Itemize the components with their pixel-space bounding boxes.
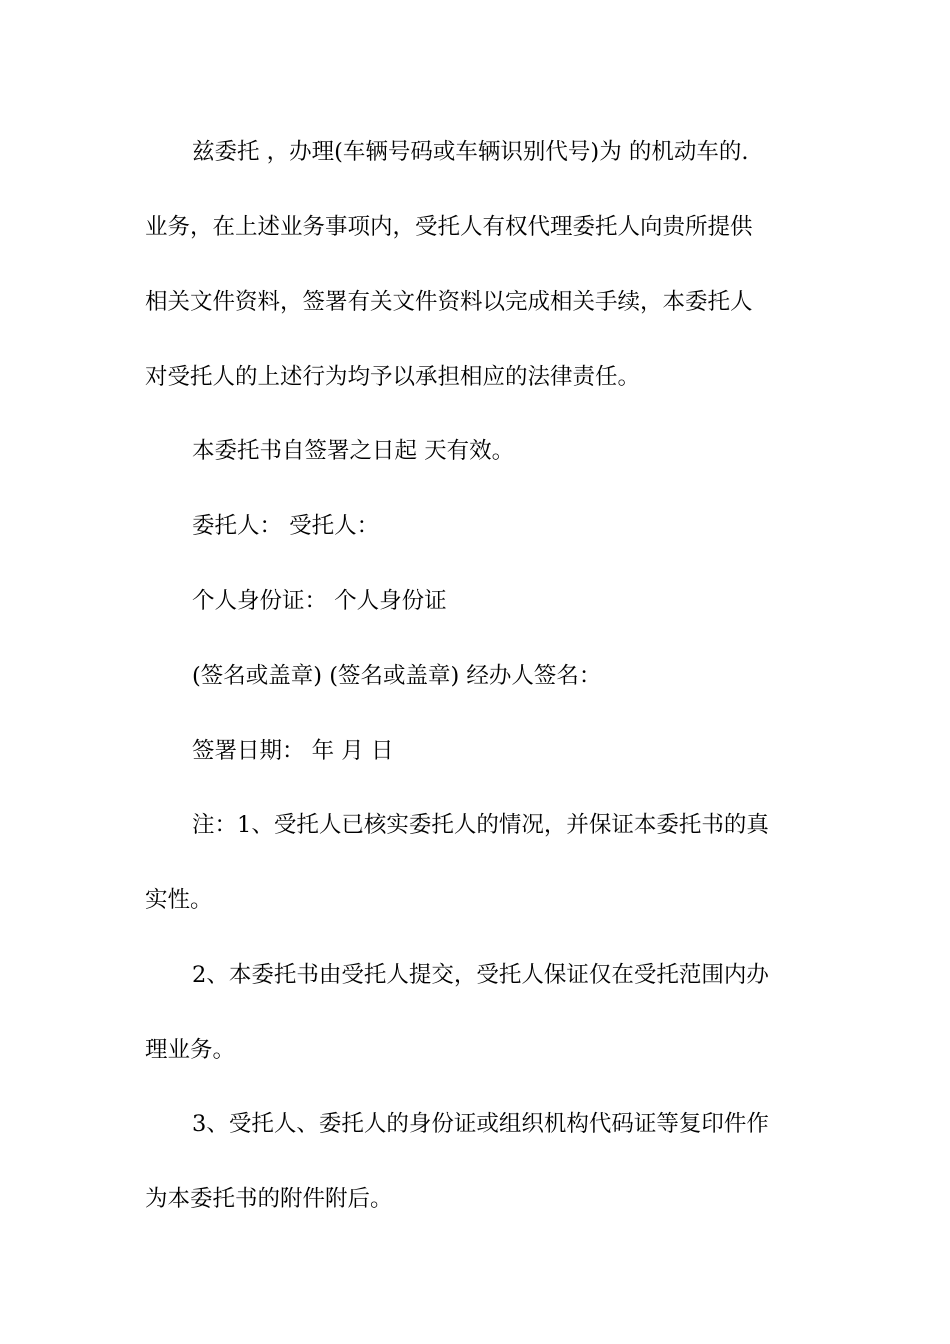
- entrust-clause-line-4: 对受托人的上述行为均予以承担相应的法律责任。: [145, 364, 641, 390]
- note-3-line-1: 3、受托人、委托人的身份证或组织机构代码证等复印件作: [192, 1111, 769, 1137]
- entrust-clause-line-3: 相关文件资料，签署有关文件资料以完成相关手续，本委托人: [145, 289, 753, 315]
- note-1-line-2: 实性。: [145, 887, 213, 913]
- entrust-clause-line-1: 兹委托 ，办理(车辆号码或车辆识别代号)为 的机动车的.: [192, 139, 749, 165]
- note-2-line-2: 理业务。: [145, 1037, 236, 1063]
- sign-date-line: 签署日期： 年 月 日: [192, 738, 394, 764]
- parties-line: 委托人： 受托人：: [192, 513, 380, 539]
- entrust-clause-line-2: 业务，在上述业务事项内，受托人有权代理委托人向贵所提供: [145, 214, 753, 240]
- note-3-line-2: 为本委托书的附件附后。: [145, 1186, 393, 1212]
- id-card-line: 个人身份证： 个人身份证: [192, 588, 447, 614]
- signature-line: (签名或盖章) (签名或盖章) 经办人签名：: [192, 663, 602, 689]
- note-1-line-1: 注：1、受托人已核实委托人的情况，并保证本委托书的真: [192, 812, 769, 838]
- note-2-line-1: 2、本委托书由受托人提交，受托人保证仅在受托范围内办: [192, 962, 769, 988]
- validity-line: 本委托书自签署之日起 天有效。: [192, 438, 515, 464]
